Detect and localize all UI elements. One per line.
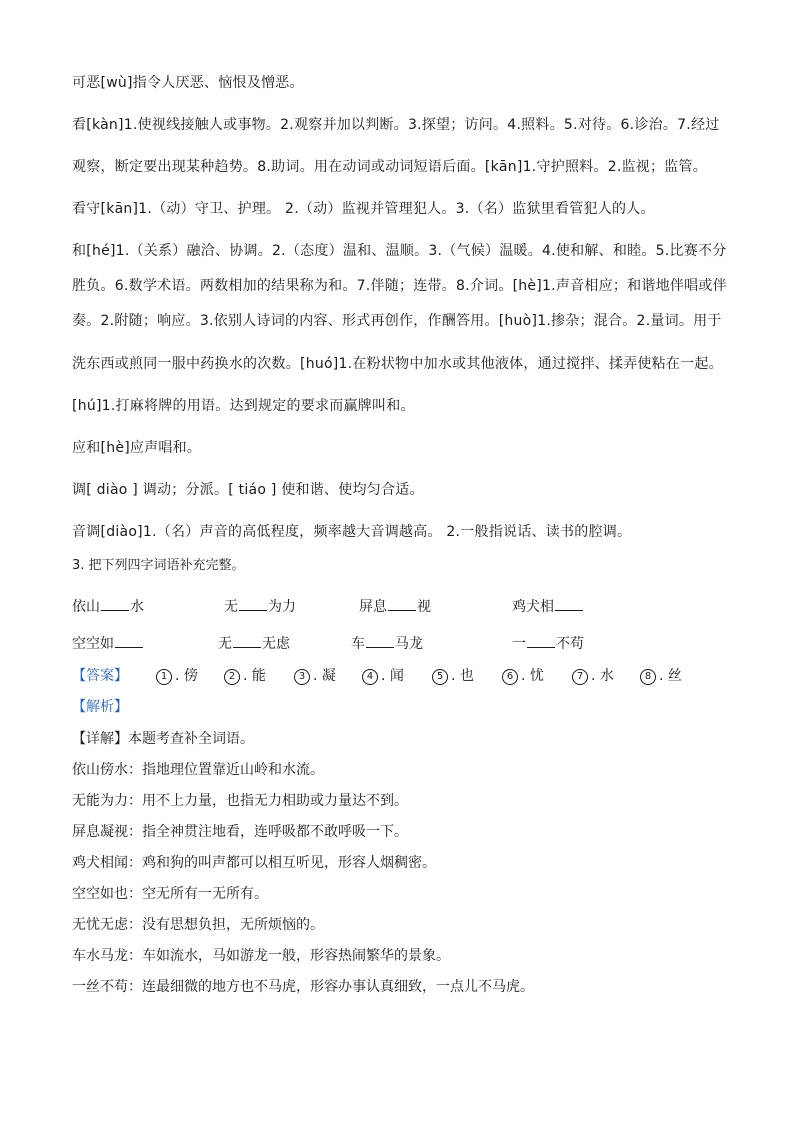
fill-before: 鸡犬相 — [512, 599, 554, 615]
answer-item-2 — [224, 666, 266, 686]
fill-item — [359, 597, 431, 617]
fill-item — [72, 634, 144, 654]
fill-before: 一 — [512, 636, 526, 652]
answer-item-7 — [572, 666, 614, 686]
answer-label: 【答案】 — [72, 668, 128, 684]
definition-line-yindiao: 音调[diào]1.（名）声音的高低程度，频率越大音调越高。 2.一般指说话、读书的腔调。 — [72, 524, 632, 540]
answer-text: . 傍 — [175, 668, 198, 684]
analysis-line: 依山傍水：指地理位置靠近山岭和水流。 — [72, 762, 324, 778]
fill-item — [224, 597, 296, 617]
fill-row-1 — [72, 597, 732, 617]
fill-before: 空空如 — [72, 636, 114, 652]
definition-line-kan-2: 观察，断定要出现某种趋势。8.助词。用在动词或动词短语后面。[kān]1.守护照料。2.监视；监管。 — [72, 159, 708, 175]
answer-item-5 — [432, 666, 474, 686]
question-title: 3. 把下列四字词语补充完整。 — [72, 558, 245, 573]
definition-line-diao: 调[ diào ] 调动；分派。[ tiáo ] 使和谐、使均匀合适。 — [72, 482, 424, 498]
analysis-line: 空空如也：空无所有一无所有。 — [72, 886, 268, 902]
answer-item-4 — [362, 666, 404, 686]
fill-blank — [527, 635, 555, 648]
fill-blank — [388, 598, 416, 611]
fill-before: 车 — [351, 636, 365, 652]
fill-item — [218, 634, 290, 654]
fill-blank — [101, 598, 129, 611]
circled-number: 6 — [502, 669, 518, 685]
analysis-detail: 【详解】本题考查补全词语。 — [72, 731, 254, 747]
answer-text: . 水 — [591, 668, 614, 684]
fill-item — [512, 634, 584, 654]
definition-line-he-3: 奏。2.附随；响应。3.依别人诗词的内容、形式再创作，作酬答用。[huò]1.掺杂；混合。2.量词。用于 — [72, 313, 722, 329]
answer-row — [72, 666, 732, 686]
circled-number: 5 — [432, 669, 448, 685]
fill-before: 无 — [218, 636, 232, 652]
answer-text: . 也 — [451, 668, 474, 684]
answer-item-1 — [156, 666, 198, 686]
fill-before: 屏息 — [359, 599, 387, 615]
fill-before: 无 — [224, 599, 238, 615]
definition-line-kanshou: 看守[kān]1.（动）守卫、护理。 2.（动）监视并管理犯人。3.（名）监狱里看管犯人的人。 — [72, 201, 655, 217]
analysis-line: 车水马龙：车如流水，马如游龙一般，形容热闹繁华的景象。 — [72, 948, 450, 964]
analysis-line: 鸡犬相闻：鸡和狗的叫声都可以相互听见，形容人烟稠密。 — [72, 855, 436, 871]
definition-line-he-2: 胜负。6.数学术语。两数相加的结果称为和。7.伴随；连带。8.介词。[hè]1.声音相应；和谐地伴唱或伴 — [72, 278, 727, 294]
definition-line-kewu: 可恶[wù]指令人厌恶、恼恨及憎恶。 — [72, 75, 304, 91]
answer-text: . 凝 — [313, 668, 336, 684]
fill-after: 无虑 — [262, 636, 290, 652]
analysis-label: 【解析】 — [72, 699, 128, 715]
fill-blank — [239, 598, 267, 611]
circled-number: 8 — [640, 669, 656, 685]
definition-line-he-1: 和[hé]1.（关系）融洽、协调。2.（态度）温和、温顺。3.（气候）温暖。4.使和解、和睦。5.比赛不分 — [72, 243, 727, 259]
fill-after: 不苟 — [556, 636, 584, 652]
analysis-line: 无能为力：用不上力量，也指无力相助或力量达不到。 — [72, 793, 408, 809]
answer-item-8 — [640, 666, 682, 686]
answer-item-6 — [502, 666, 544, 686]
fill-after: 视 — [417, 599, 431, 615]
circled-number: 1 — [156, 669, 172, 685]
analysis-line: 一丝不苟：连最细微的地方也不马虎，形容办事认真细致，一点儿不马虎。 — [72, 979, 534, 995]
fill-item — [72, 597, 144, 617]
circled-number: 3 — [294, 669, 310, 685]
definition-line-kan-1: 看[kàn]1.使视线接触人或事物。2.观察并加以判断。3.探望；访问。4.照料。5.对待。6.诊治。7.经过 — [72, 117, 720, 133]
fill-after: 为力 — [268, 599, 296, 615]
fill-row-2 — [72, 634, 732, 654]
definition-line-he-5: [hú]1.打麻将牌的用语。达到规定的要求而赢牌叫和。 — [72, 398, 415, 414]
fill-item — [351, 634, 423, 654]
analysis-line: 无忧无虑：没有思想负担，无所烦恼的。 — [72, 917, 324, 933]
definition-line-he-4: 洗东西或煎同一服中药换水的次数。[huó]1.在粉状物中加水或其他液体，通过搅拌、揉弄使粘在一起。 — [72, 356, 723, 372]
analysis-line: 屏息凝视：指全神贯注地看，连呼吸都不敢呼吸一下。 — [72, 824, 408, 840]
definition-line-yinghe: 应和[hè]应声唱和。 — [72, 440, 202, 456]
fill-item — [512, 597, 584, 617]
circled-number: 2 — [224, 669, 240, 685]
fill-blank — [555, 598, 583, 611]
answer-text: . 能 — [243, 668, 266, 684]
circled-number: 4 — [362, 669, 378, 685]
fill-before: 依山 — [72, 599, 100, 615]
answer-item-3 — [294, 666, 336, 686]
fill-blank — [366, 635, 394, 648]
fill-after: 水 — [130, 599, 144, 615]
answer-text: . 闻 — [381, 668, 404, 684]
fill-blank — [233, 635, 261, 648]
circled-number: 7 — [572, 669, 588, 685]
fill-blank — [115, 635, 143, 648]
answer-text: . 丝 — [659, 668, 682, 684]
answer-text: . 忧 — [521, 668, 544, 684]
fill-after: 马龙 — [395, 636, 423, 652]
